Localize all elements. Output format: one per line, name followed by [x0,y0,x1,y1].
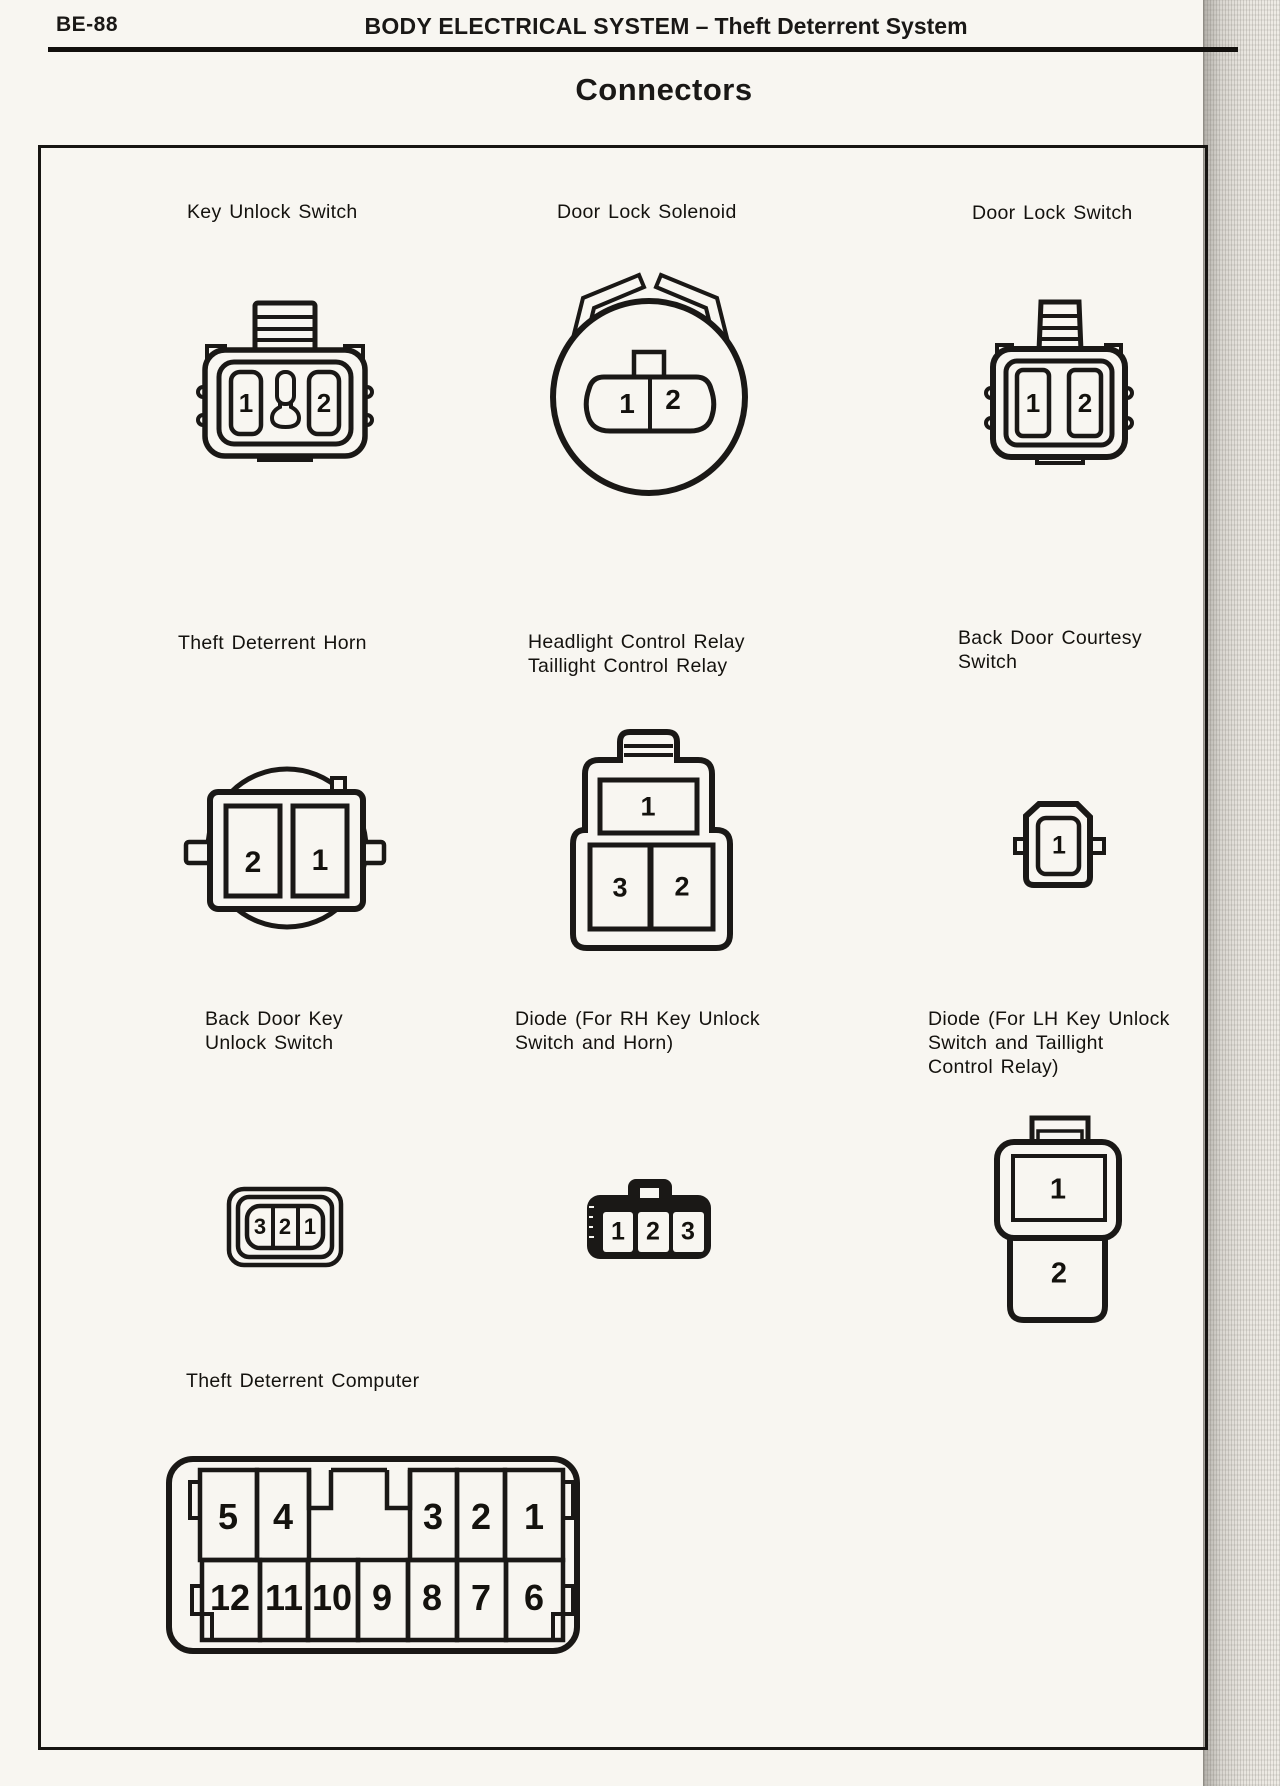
back-door-key-unlock-switch-connector: 3 2 1 [226,1186,344,1268]
door-lock-solenoid-connector: 1 2 [548,270,752,498]
diode-lh-connector: 1 2 [993,1114,1123,1326]
connector-label-key-unlock-switch: Key Unlock Switch [187,201,358,223]
page-header [364,13,967,40]
connector-label-relay: Headlight Control Relay Taillight Control Relay [528,631,745,677]
headlight-taillight-relay-connector: 1 3 2 [571,726,737,958]
relay-diagram [571,726,737,958]
scan-gutter [1203,0,1280,1786]
door-lock-solenoid-diagram [548,270,752,498]
theft-deterrent-computer-diagram [166,1456,580,1654]
connector-label-diode-lh: Diode (For LH Key Unlock Switch and Taillight Control Relay) [928,1008,1170,1078]
connector-label-door-lock-solenoid: Door Lock Solenoid [557,201,737,223]
page-title: Connectors [575,72,753,107]
connector-label-back-door-key-unlock: Back Door Key Unlock Switch [205,1008,343,1054]
connector-label-theft-deterrent-computer: Theft Deterrent Computer [186,1370,420,1392]
key-unlock-switch-diagram [197,300,373,464]
page-code: BE-88 [56,13,119,36]
connector-label-diode-rh: Diode (For RH Key Unlock Switch and Horn) [515,1008,760,1054]
connector-label-theft-deterrent-horn: Theft Deterrent Horn [178,632,367,654]
back-door-courtesy-switch-connector: 1 [1015,800,1105,890]
diode-rh-connector: 1 2 3 [587,1179,711,1259]
header-rule [48,47,1238,52]
connector-label-door-lock-switch: Door Lock Switch [972,202,1133,224]
theft-deterrent-computer-connector: 5 4 3 2 1 12 11 10 9 8 7 6 [166,1456,580,1654]
theft-deterrent-horn-diagram [183,762,387,932]
connector-label-back-door-courtesy-switch: Back Door Courtesy Switch [958,627,1142,673]
door-lock-switch-connector: 1 2 [985,297,1133,467]
theft-deterrent-horn-connector: 2 1 [183,762,387,932]
diode-lh-diagram [993,1114,1123,1326]
header-separator: – [695,13,709,39]
header-section: BODY ELECTRICAL SYSTEM [364,13,690,39]
key-unlock-switch-connector: 1 2 [197,300,373,464]
header-topic: Theft Deterrent System [714,13,968,39]
door-lock-switch-diagram [985,297,1133,467]
